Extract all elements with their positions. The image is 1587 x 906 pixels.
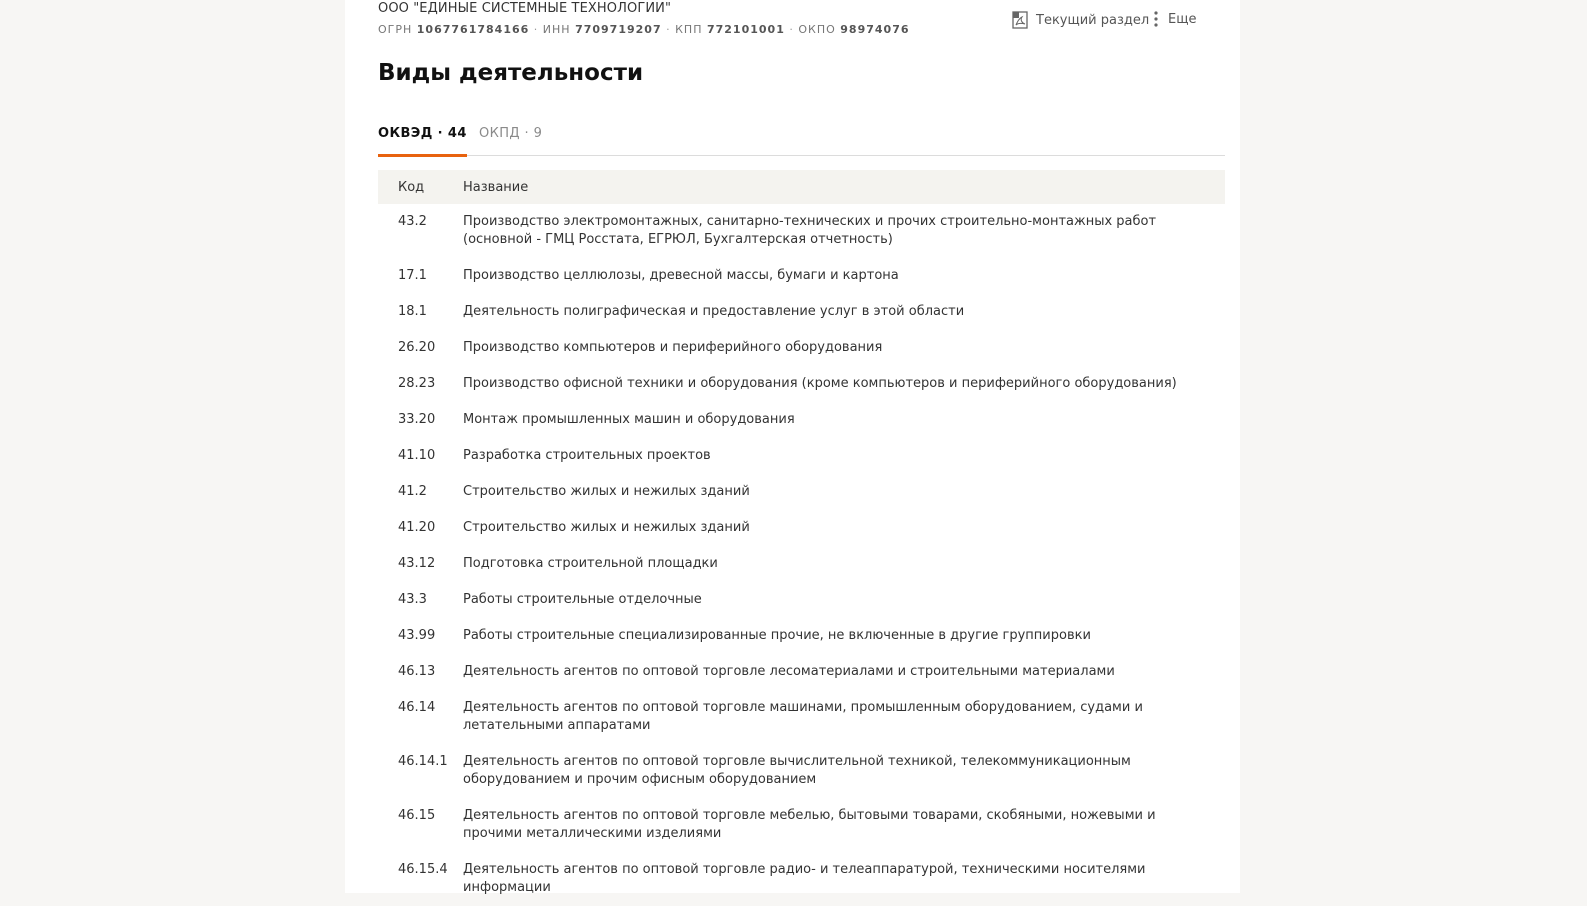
more-menu-button[interactable] xyxy=(1154,10,1196,28)
table-body xyxy=(378,204,1225,906)
activity-code: 28.23 xyxy=(398,376,436,391)
activity-code: 46.15 xyxy=(398,808,436,823)
okpo-label: ОКПО xyxy=(798,23,836,36)
table-row xyxy=(378,330,1225,366)
activity-name: Деятельность полиграфическая и предоставление услуг в этой области xyxy=(463,304,965,319)
kpp-value: 772101001 xyxy=(706,23,785,36)
activity-code: 41.2 xyxy=(398,484,427,499)
column-header-code: Код xyxy=(398,179,425,195)
table-row xyxy=(378,654,1225,690)
activity-code: 43.2 xyxy=(398,214,427,229)
activity-name: Производство целлюлозы, древесной массы, бумаги и картона xyxy=(463,268,899,283)
id-separator: · xyxy=(666,23,671,36)
tab-okpd[interactable]: ОКПД · 9 xyxy=(479,126,543,141)
activity-code: 46.13 xyxy=(398,664,436,679)
activity-name: Деятельность агентов по оптовой торговле машинами, промышленным оборудованием, судами и летательными аппаратами xyxy=(463,700,1143,733)
activity-name: Производство офисной техники и оборудования (кроме компьютеров и периферийного оборудования) xyxy=(463,376,1177,391)
tab-okved[interactable]: ОКВЭД · 44 xyxy=(378,126,467,157)
activity-name: Производство компьютеров и периферийного оборудования xyxy=(463,340,883,355)
table-row xyxy=(378,438,1225,474)
activity-code: 33.20 xyxy=(398,412,436,427)
activity-name: Строительство жилых и нежилых зданий xyxy=(463,484,750,499)
activity-name: Монтаж промышленных машин и оборудования xyxy=(463,412,795,427)
page-container xyxy=(345,0,1240,893)
company-header xyxy=(378,0,1240,44)
company-name: ООО "ЕДИНЫЕ СИСТЕМНЫЕ ТЕХНОЛОГИИ" xyxy=(378,1,672,16)
more-label: Еще xyxy=(1168,11,1197,27)
activity-name: Работы строительные специализированные прочие, не включенные в другие группировки xyxy=(463,628,1091,643)
id-separator: · xyxy=(533,23,539,36)
activity-code: 26.20 xyxy=(398,340,436,355)
activity-name: Деятельность агентов по оптовой торговле радио- и телеаппаратурой, техническими носителями информации xyxy=(463,862,1146,895)
table-row xyxy=(378,690,1225,744)
table-header-row xyxy=(378,170,1225,204)
current-section-label: Текущий раздел xyxy=(1036,12,1150,28)
table-row xyxy=(378,258,1225,294)
inn-value: 7709719207 xyxy=(575,23,662,36)
activity-name: Работы строительные отделочные xyxy=(463,592,702,607)
activity-code: 41.20 xyxy=(398,520,436,535)
ogrn-label: ОГРН xyxy=(378,23,413,36)
activity-name: Деятельность агентов по оптовой торговле вычислительной техникой, телекоммуникационным оборудованием и прочим офисным оборудованием xyxy=(463,754,1131,787)
activity-code: 41.10 xyxy=(398,448,436,463)
table-row xyxy=(378,366,1225,402)
table-row xyxy=(378,474,1225,510)
table-row xyxy=(378,798,1225,852)
activity-code: 46.15.4 xyxy=(398,862,448,877)
activity-code: 43.3 xyxy=(398,592,427,607)
company-identifiers xyxy=(378,23,910,36)
activities-table xyxy=(378,170,1225,906)
table-row xyxy=(378,582,1225,618)
column-header-name: Название xyxy=(463,179,529,195)
table-row xyxy=(378,744,1225,798)
activity-code: 18.1 xyxy=(398,304,427,319)
activity-code: 43.99 xyxy=(398,628,436,643)
activity-name: Строительство жилых и нежилых зданий xyxy=(463,520,750,535)
kpp-label: КПП xyxy=(675,23,703,36)
ogrn-value: 1067761784166 xyxy=(416,23,530,36)
activity-name: Производство электромонтажных, санитарно-технических и прочих строительно-монтажных работ (основной - ГМЦ Росстата, ЕГРЮЛ, Бухгалтерская отчетность) xyxy=(463,214,1157,247)
table-row xyxy=(378,402,1225,438)
table-row xyxy=(378,510,1225,546)
table-row xyxy=(378,852,1225,906)
pdf-icon xyxy=(1010,10,1030,30)
id-separator: · xyxy=(789,23,794,36)
activity-code: 17.1 xyxy=(398,268,427,283)
current-section-pdf-button[interactable] xyxy=(1010,10,1149,30)
activity-name: Деятельность агентов по оптовой торговле лесоматериалами и строительными материалами xyxy=(463,664,1115,679)
table-row xyxy=(378,618,1225,654)
inn-label: ИНН xyxy=(542,23,571,36)
classifier-tabs xyxy=(378,120,1225,156)
activity-code: 43.12 xyxy=(398,556,436,571)
activity-code: 46.14.1 xyxy=(398,754,448,769)
activity-name: Деятельность агентов по оптовой торговле мебелью, бытовыми товарами, скобяными, ножевыми и прочими металлическими изделиями xyxy=(463,808,1156,841)
table-row xyxy=(378,546,1225,582)
activity-name: Подготовка строительной площадки xyxy=(463,556,718,571)
activity-code: 46.14 xyxy=(398,700,436,715)
more-vertical-icon xyxy=(1154,10,1158,28)
page-title: Виды деятельности xyxy=(378,60,644,86)
table-row xyxy=(378,204,1225,258)
table-row xyxy=(378,294,1225,330)
activity-name: Разработка строительных проектов xyxy=(463,448,711,463)
okpo-value: 98974076 xyxy=(840,23,910,36)
